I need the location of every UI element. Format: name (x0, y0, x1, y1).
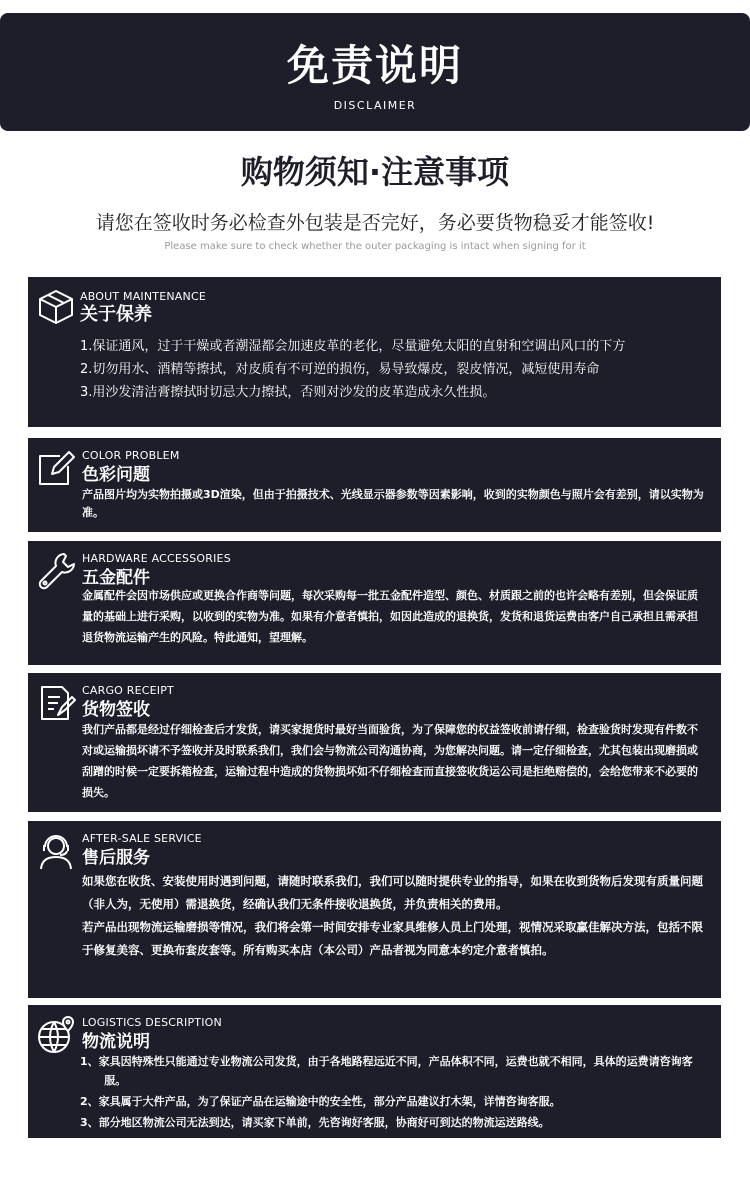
card-zh-title: 物流说明 (82, 1032, 150, 1052)
card-en-title: AFTER-SALE SERVICE (82, 832, 202, 845)
card-zh-title: 售后服务 (82, 848, 150, 868)
body-line: 2.切勿用水、酒精等擦拭，对皮质有不可逆的损伤，易导致爆皮，裂皮情况，减短使用寿命 (80, 362, 600, 377)
notice-text-en: Please make sure to check whether the outer packaging is intact when signing for it (164, 241, 586, 252)
notice-title: 购物须知·注意事项 (240, 153, 510, 191)
card-body (80, 335, 707, 404)
card-body (80, 1052, 707, 1132)
card-zh-title: 色彩问题 (82, 465, 150, 485)
globe-icon (36, 1015, 76, 1055)
card-body (82, 870, 707, 962)
card-after-sale (28, 821, 721, 998)
body-line: 产品图片均为实物拍摄或3D渲染，但由于拍摄技术、光线显示器参数等因素影响，收到的实物颜色与照片会有差别，请以实物为准。 (82, 488, 704, 519)
notice-text: 请您在签收时务必检查外包装是否完好，务必要货物稳妥才能签收! (95, 212, 655, 234)
card-body (82, 585, 707, 648)
page-title: 免责说明 (286, 41, 463, 90)
card-cargo-receipt (28, 673, 721, 812)
headset-icon (36, 831, 76, 871)
card-body (82, 486, 707, 522)
body-line: 3、部分地区物流公司无法到达，请买家下单前，先咨询好客服，协商好可到达的物流运送路线。 (80, 1116, 550, 1129)
card-hardware (28, 541, 721, 665)
card-en-title: ABOUT MAINTENANCE (80, 290, 206, 303)
card-color (28, 438, 721, 532)
body-line: 如果您在收货、安装使用时遇到问题，请随时联系我们，我们可以随时提供专业的指导，如果在收到货物后发现有质量问题（非人为，无使用）需退换货，经确认我们无条件接收退换货，并负责相关的费用。 (82, 874, 703, 911)
card-zh-title: 关于保养 (80, 304, 152, 325)
body-line: 1、家具因特殊性只能通过专业物流公司发货，由于各地路程远近不同，产品体积不同，运费也就不相同，具体的运费请咨询客服。 (80, 1055, 693, 1087)
body-line: 金属配件会因市场供应或更换合作商等问题，每次采购每一批五金配件造型、颜色、材质跟之前的也许会略有差别，但会保证质量的基础上进行采购，以收到的实物为准。如果有介意者慎拍，如因此造成的退换货，发货和退货运费由客户自己承担且需承担退货物流运输产生的风险。特此通知，望理解。 (82, 589, 698, 644)
card-zh-title: 货物签收 (82, 700, 150, 720)
disclaimer-banner (0, 13, 750, 131)
card-en-title: HARDWARE ACCESSORIES (82, 552, 231, 565)
card-en-title: COLOR PROBLEM (82, 449, 180, 462)
body-line: 若产品出现物流运输磨损等情况，我们将会第一时间安排专业家具维修人员上门处理，视情况采取赢佳解决方法，包括不限于修复美容、更换布套皮套等。所有购买本店（本公司）产品者视为同意本约定介意者慎拍。 (82, 920, 703, 957)
body-line: 我们产品都是经过仔细检查后才发货，请买家提货时最好当面验货，为了保障您的权益签收前请仔细，检查验货时发现有件数不对或运输损坏请不予签收并及时联系我们，我们会与物流公司沟通协商，为您解决问题。请一定仔细检查，尤其包装出现磨损或刮蹭的时候一定要拆箱检查，运输过程中造成的货物损坏如不仔细检查而直接签收货运公司是拒绝赔偿的，会给您带来不必要的损失。 (82, 723, 698, 799)
box-icon (36, 287, 76, 327)
body-line: 2、家具属于大件产品，为了保证产品在运输途中的安全性，部分产品建议打木架，详情咨询客服。 (80, 1095, 561, 1108)
card-en-title: CARGO RECEIPT (82, 684, 174, 697)
card-logistics (28, 1005, 721, 1138)
card-body (82, 719, 707, 803)
card-maintenance (28, 277, 721, 427)
card-zh-title: 五金配件 (82, 568, 150, 588)
wrench-icon (36, 551, 76, 591)
body-line: 3.用沙发清洁膏擦拭时切忌大力擦拭，否则对沙发的皮革造成永久性损。 (80, 385, 496, 400)
card-en-title: LOGISTICS DESCRIPTION (82, 1016, 222, 1029)
page-subtitle: DISCLAIMER (333, 99, 417, 112)
edit-icon (36, 448, 76, 488)
receipt-icon (36, 683, 76, 723)
body-line: 1.保证通风，过于干燥或者潮湿都会加速皮革的老化，尽量避免太阳的直射和空调出风口的下方 (80, 339, 626, 354)
